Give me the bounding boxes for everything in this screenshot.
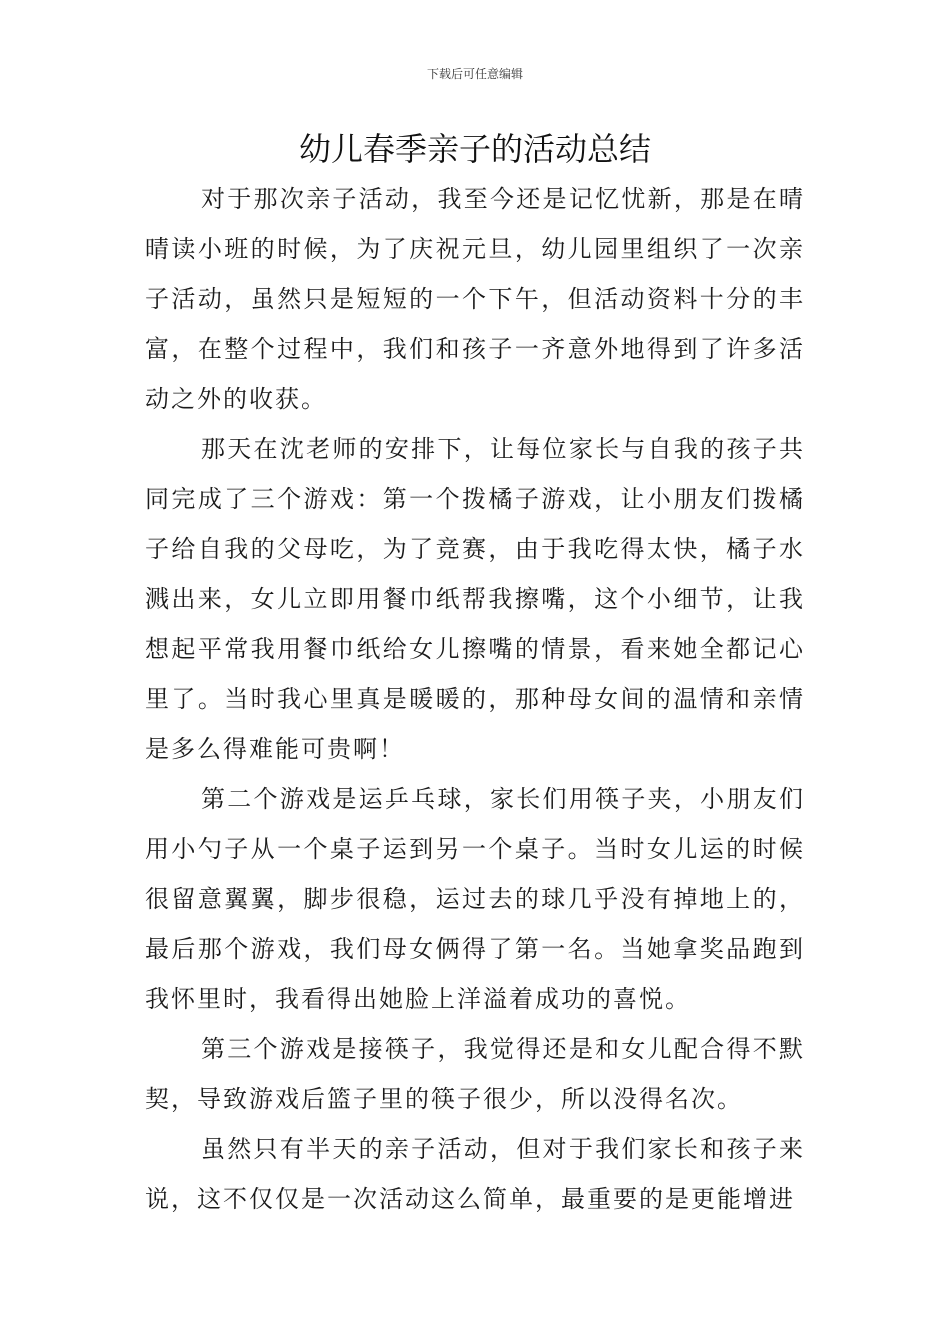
page-title: 幼儿春季亲子的活动总结 [298,130,651,168]
paragraph-5: 虽然只有半天的亲子活动，但对于我们家长和孩子来说，这不仅仅是一次活动这么简单，最重要的是更能增进 [145,1135,805,1213]
body-text [145,174,805,1224]
header-note: 下载后可任意编辑 [426,67,523,81]
paragraph-3: 第二个游戏是运乒乓球，家长们用筷子夹，小朋友们用小勺子从一个桌子运到另一个桌子。当时女儿运的时候很留意翼翼，脚步很稳，运过去的球几乎没有掉地上的，最后那个游戏，我们母女俩得了第一名。当她拿奖品跑到我怀里时，我看得出她脸上洋溢着成功的喜悦。 [145,785,805,1013]
paragraph-4: 第三个游戏是接筷子，我觉得还是和女儿配合得不默契，导致游戏后篮子里的筷子很少，所以没得名次。 [145,1035,805,1113]
paragraph-2: 那天在沈老师的安排下，让每位家长与自我的孩子共同完成了三个游戏：第一个拨橘子游戏，让小朋友们拨橘子给自我的父母吃，为了竞赛，由于我吃得太快，橘子水溅出来，女儿立即用餐巾纸帮我擦嘴，这个小细节，让我想起平常我用餐巾纸给女儿擦嘴的情景，看来她全都记心里了。当时我心里真是暖暖的，那种母女间的温情和亲情是多么得难能可贵啊！ [145,435,805,763]
paragraph-1: 对于那次亲子活动，我至今还是记忆忧新，那是在晴晴读小班的时候，为了庆祝元旦，幼儿园里组织了一次亲子活动，虽然只是短短的一个下午，但活动资料十分的丰富，在整个过程中，我们和孩子一齐意外地得到了许多活动之外的收获。 [145,185,805,413]
